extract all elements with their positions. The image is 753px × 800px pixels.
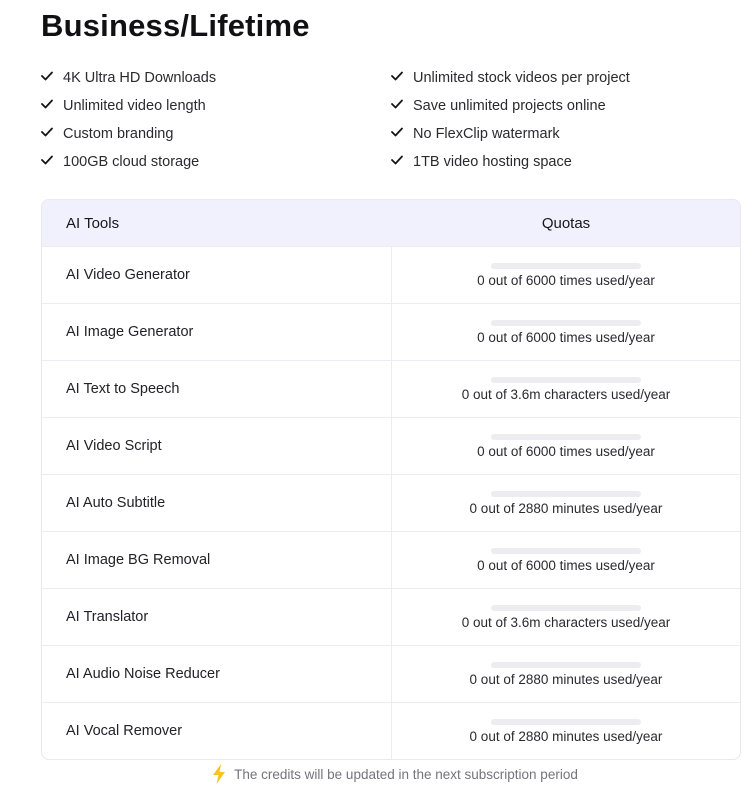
tool-name: AI Video Script	[42, 418, 392, 474]
quota-text: 0 out of 6000 times used/year	[477, 443, 655, 459]
check-icon	[41, 155, 53, 165]
table-row	[42, 702, 740, 759]
feature-item	[391, 92, 721, 120]
feature-item	[41, 64, 391, 92]
check-icon	[391, 71, 403, 81]
usage-progress-bar	[491, 662, 641, 668]
table-row	[42, 246, 740, 303]
quota-text: 0 out of 6000 times used/year	[477, 557, 655, 573]
check-icon	[391, 99, 403, 109]
feature-label: Unlimited stock videos per project	[413, 70, 630, 86]
table-row	[42, 474, 740, 531]
tool-name: AI Image BG Removal	[42, 532, 392, 588]
quota-cell	[392, 532, 740, 588]
feature-label: 100GB cloud storage	[63, 154, 200, 170]
quota-text: 0 out of 3.6m characters used/year	[461, 614, 671, 630]
quota-cell	[392, 475, 740, 531]
credits-footnote	[0, 764, 753, 784]
check-icon	[391, 155, 403, 165]
tool-name: AI Auto Subtitle	[42, 475, 392, 531]
column-header-quotas: Quotas	[541, 214, 591, 232]
quota-cell	[392, 703, 740, 759]
quota-text: 0 out of 6000 times used/year	[477, 329, 655, 345]
check-icon	[41, 71, 53, 81]
tool-name: AI Image Generator	[42, 304, 392, 360]
usage-progress-bar	[491, 434, 641, 440]
feature-item	[391, 64, 721, 92]
tool-name: AI Video Generator	[42, 247, 392, 303]
feature-label: 4K Ultra HD Downloads	[63, 70, 217, 86]
usage-progress-bar	[491, 491, 641, 497]
check-icon	[391, 127, 403, 137]
column-header-tools: AI Tools	[66, 214, 120, 232]
usage-progress-bar	[491, 605, 641, 611]
usage-progress-bar	[491, 377, 641, 383]
quota-cell	[392, 646, 740, 702]
table-row	[42, 417, 740, 474]
quota-text: 0 out of 2880 minutes used/year	[469, 500, 663, 516]
usage-progress-bar	[491, 719, 641, 725]
feature-label: Custom branding	[63, 126, 174, 142]
table-row	[42, 303, 740, 360]
quota-text: 0 out of 2880 minutes used/year	[469, 728, 663, 744]
feature-label: Save unlimited projects online	[413, 98, 606, 114]
quota-cell	[392, 361, 740, 417]
table-row	[42, 360, 740, 417]
check-icon	[41, 127, 53, 137]
feature-label: No FlexClip watermark	[413, 126, 560, 142]
check-icon	[41, 99, 53, 109]
quota-text: 0 out of 2880 minutes used/year	[469, 671, 663, 687]
quota-cell	[392, 589, 740, 645]
ai-quota-table	[41, 199, 741, 760]
feature-list	[41, 64, 721, 176]
table-row	[42, 645, 740, 702]
feature-label: Unlimited video length	[63, 98, 206, 114]
usage-progress-bar	[491, 320, 641, 326]
feature-item	[391, 120, 721, 148]
table-row	[42, 531, 740, 588]
tool-name: AI Translator	[42, 589, 392, 645]
quota-text: 0 out of 6000 times used/year	[477, 272, 655, 288]
page-title: Business/Lifetime	[41, 8, 310, 43]
feature-item	[41, 120, 391, 148]
feature-item	[391, 148, 721, 176]
lightning-bolt-icon	[212, 764, 226, 784]
table-header	[42, 200, 740, 246]
tool-name: AI Text to Speech	[42, 361, 392, 417]
quota-cell	[392, 247, 740, 303]
footnote-text: The credits will be updated in the next subscription period	[234, 766, 578, 782]
quota-cell	[392, 418, 740, 474]
quota-text: 0 out of 3.6m characters used/year	[461, 386, 671, 402]
tool-name: AI Vocal Remover	[42, 703, 392, 759]
feature-item	[41, 92, 391, 120]
usage-progress-bar	[491, 263, 641, 269]
usage-progress-bar	[491, 548, 641, 554]
feature-label: 1TB video hosting space	[413, 154, 572, 170]
quota-cell	[392, 304, 740, 360]
table-row	[42, 588, 740, 645]
feature-item	[41, 148, 391, 176]
tool-name: AI Audio Noise Reducer	[42, 646, 392, 702]
